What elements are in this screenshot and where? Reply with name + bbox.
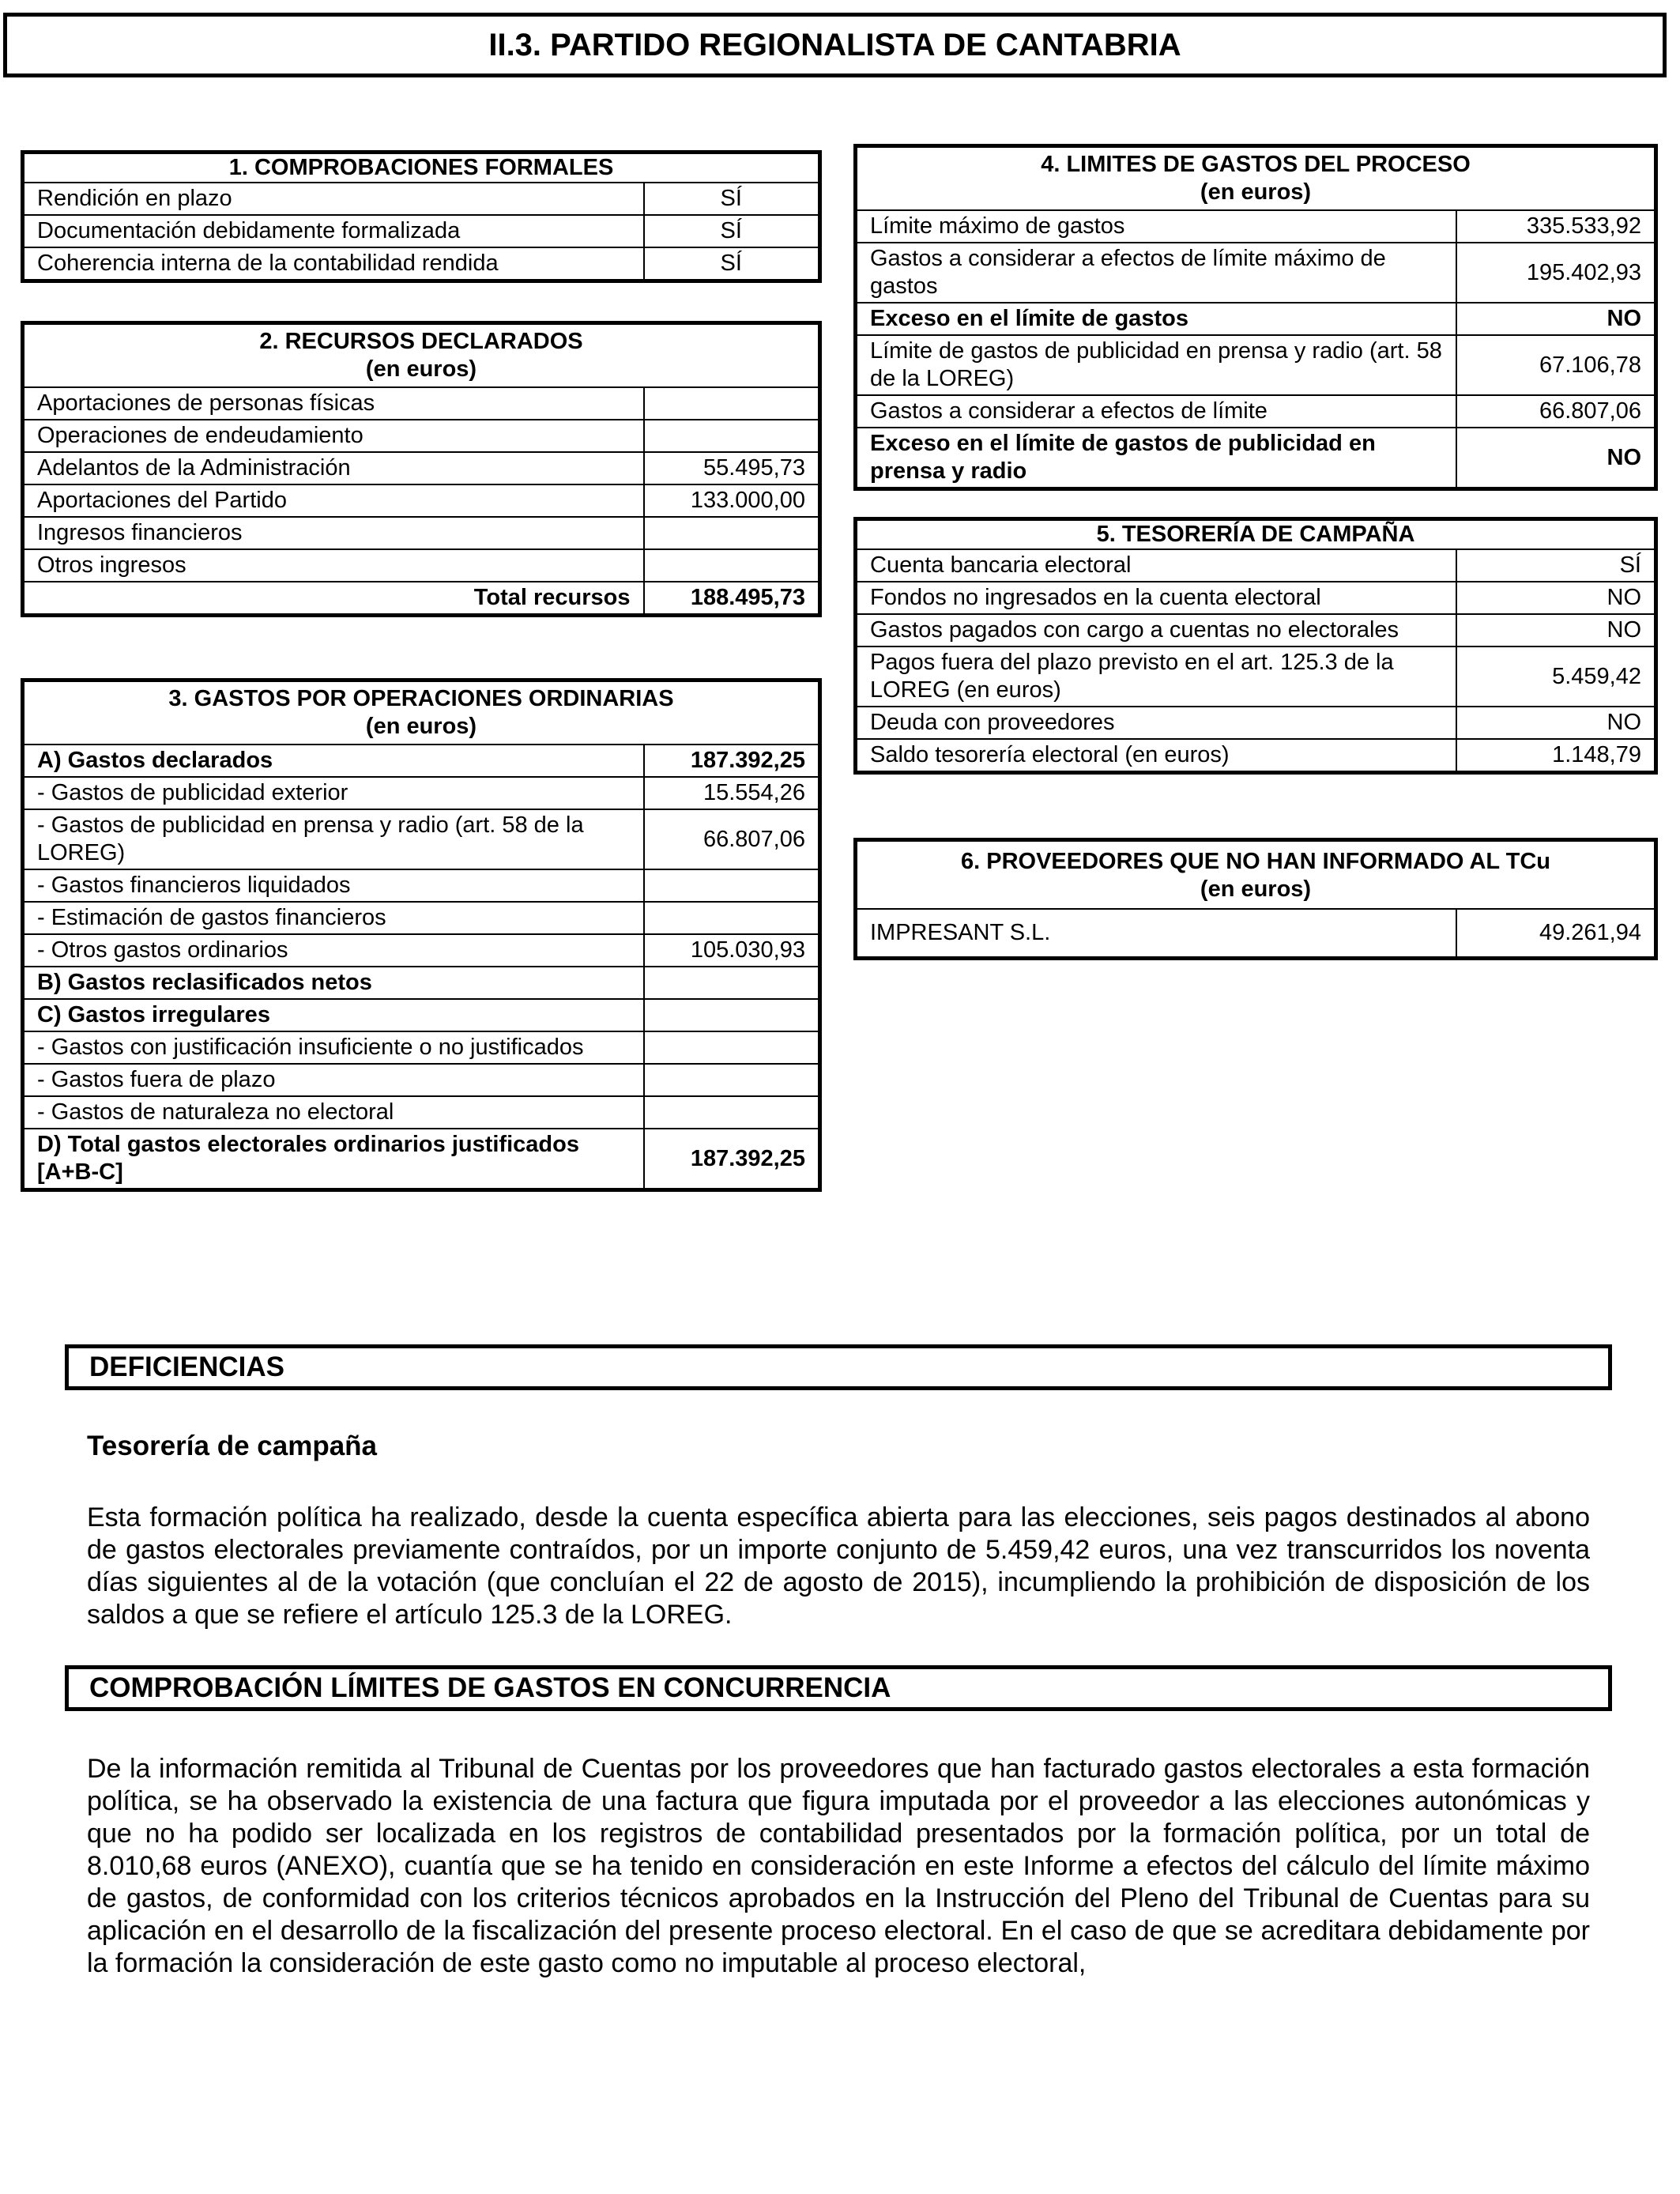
row-label: Fondos no ingresados en la cuenta electoral — [856, 582, 1456, 614]
row-label: - Gastos con justificación insuficiente o no justificados — [23, 1031, 644, 1064]
row-value: 49.261,94 — [1456, 909, 1656, 959]
table-title: 6. PROVEEDORES QUE NO HAN INFORMADO AL TCu — [961, 849, 1550, 874]
comprobaciones-formales-table — [21, 150, 822, 283]
row-value: NO — [1456, 614, 1656, 647]
row-value: NO — [1456, 707, 1656, 739]
table-header — [856, 840, 1656, 910]
row-value: 187.392,25 — [644, 745, 820, 777]
table-header — [856, 146, 1656, 211]
table-row — [23, 517, 820, 549]
row-value — [644, 902, 820, 934]
table-row — [856, 303, 1656, 335]
row-label: Límite máximo de gastos — [856, 210, 1456, 243]
table-subtitle: (en euros) — [365, 714, 477, 739]
row-value: 133.000,00 — [644, 484, 820, 517]
row-value: NO — [1456, 582, 1656, 614]
deficiencias-header: DEFICIENCIAS — [65, 1344, 1612, 1390]
total-value: 188.495,73 — [644, 582, 820, 616]
row-label: A) Gastos declarados — [23, 745, 644, 777]
row-value — [644, 1096, 820, 1129]
row-value — [644, 967, 820, 999]
row-value: SÍ — [644, 247, 820, 281]
row-value: 105.030,93 — [644, 934, 820, 967]
row-value — [644, 420, 820, 452]
table-row — [23, 420, 820, 452]
table-title: 1. COMPROBACIONES FORMALES — [23, 153, 820, 183]
row-label: Exceso en el límite de gastos de publicidad en prensa y radio — [856, 428, 1456, 489]
row-label: - Otros gastos ordinarios — [23, 934, 644, 967]
row-label: IMPRESANT S.L. — [856, 909, 1456, 959]
row-value — [644, 517, 820, 549]
table-row — [23, 215, 820, 247]
row-label: Operaciones de endeudamiento — [23, 420, 644, 452]
row-value: 335.533,92 — [1456, 210, 1656, 243]
row-value: 187.392,25 — [644, 1129, 820, 1190]
table-title: 5. TESORERÍA DE CAMPAÑA — [856, 519, 1656, 550]
table-row — [23, 967, 820, 999]
table-row — [856, 707, 1656, 739]
table-row — [856, 647, 1656, 707]
row-label: - Gastos de naturaleza no electoral — [23, 1096, 644, 1129]
table-row — [856, 335, 1656, 395]
row-label: - Estimación de gastos financieros — [23, 902, 644, 934]
row-value — [644, 869, 820, 902]
row-value — [644, 1031, 820, 1064]
table-row — [23, 934, 820, 967]
recursos-declarados-table — [21, 321, 822, 617]
row-label: C) Gastos irregulares — [23, 999, 644, 1031]
total-row — [23, 582, 820, 616]
row-value: SÍ — [1456, 549, 1656, 582]
row-value: 66.807,06 — [1456, 395, 1656, 428]
row-label: Aportaciones de personas físicas — [23, 387, 644, 420]
row-label: Aportaciones del Partido — [23, 484, 644, 517]
row-value — [644, 387, 820, 420]
total-row — [23, 1129, 820, 1190]
row-value: 5.459,42 — [1456, 647, 1656, 707]
row-label: Documentación debidamente formalizada — [23, 215, 644, 247]
row-value: NO — [1456, 303, 1656, 335]
row-label: Ingresos financieros — [23, 517, 644, 549]
table-header — [23, 153, 820, 183]
table-row — [856, 739, 1656, 773]
table-subtitle: (en euros) — [1200, 876, 1312, 902]
table-row — [23, 549, 820, 582]
row-label: - Gastos financieros liquidados — [23, 869, 644, 902]
deficiencias-subheading: Tesorería de campaña — [87, 1431, 378, 1461]
table-row — [23, 452, 820, 484]
row-value: 1.148,79 — [1456, 739, 1656, 773]
row-value: SÍ — [644, 183, 820, 215]
table-row — [23, 1031, 820, 1064]
proveedores-table — [853, 838, 1658, 960]
row-value: SÍ — [644, 215, 820, 247]
row-label: B) Gastos reclasificados netos — [23, 967, 644, 999]
row-value: 66.807,06 — [644, 809, 820, 869]
table-row — [23, 777, 820, 809]
row-value: 15.554,26 — [644, 777, 820, 809]
table-header — [23, 680, 820, 745]
page-title: II.3. PARTIDO REGIONALISTA DE CANTABRIA — [3, 13, 1667, 77]
table-row — [23, 183, 820, 215]
table-row — [23, 484, 820, 517]
row-label: Saldo tesorería electoral (en euros) — [856, 739, 1456, 773]
row-label: Rendición en plazo — [23, 183, 644, 215]
row-label: Exceso en el límite de gastos — [856, 303, 1456, 335]
row-value — [644, 999, 820, 1031]
concurrencia-header: COMPROBACIÓN LÍMITES DE GASTOS EN CONCURRENCIA — [65, 1665, 1612, 1711]
table-row — [856, 210, 1656, 243]
table-row — [856, 582, 1656, 614]
limites-gastos-table — [853, 144, 1658, 491]
row-label: - Gastos de publicidad en prensa y radio (art. 58 de la LOREG) — [23, 809, 644, 869]
row-label: Cuenta bancaria electoral — [856, 549, 1456, 582]
row-label: D) Total gastos electorales ordinarios justificados [A+B-C] — [23, 1129, 644, 1190]
row-value — [644, 549, 820, 582]
table-header — [23, 323, 820, 388]
table-row — [23, 809, 820, 869]
tesoreria-campana-table — [853, 517, 1658, 775]
gastos-ordinarios-table — [21, 678, 822, 1192]
row-label: Deuda con proveedores — [856, 707, 1456, 739]
table-row — [23, 999, 820, 1031]
row-label: Gastos a considerar a efectos de límite máximo de gastos — [856, 243, 1456, 303]
row-label: Coherencia interna de la contabilidad rendida — [23, 247, 644, 281]
row-label: Otros ingresos — [23, 549, 644, 582]
deficiencias-paragraph: Esta formación política ha realizado, desde la cuenta específica abierta para las elecciones, seis pagos destinados al abono de gastos electorales previamente contraídos, por un importe conjunto de 5.459,42 euros, una vez transcurridos los noventa días siguientes al de la votación (que concluían el 22 de agosto de 2015), incumpliendo la prohibición de disposición de los saldos a que se refiere el artículo 125.3 de la LOREG. — [87, 1502, 1590, 1630]
total-label: Total recursos — [23, 582, 644, 616]
table-row — [856, 614, 1656, 647]
concurrencia-paragraph: De la información remitida al Tribunal de Cuentas por los proveedores que han facturado gastos electorales a esta formación política, se ha observado la existencia de una factura que figura imputada por el proveedor a las elecciones autonómicas y que no ha podido ser localizada en los registros de contabilidad presentados por la formación política, por un total de 8.010,68 euros (ANEXO), cuantía que se ha tenido en consideración en este Informe a efectos del cálculo del límite máximo de gastos, de conformidad con los criterios técnicos aprobados en la Instrucción del Pleno del Tribunal de Cuentas para su aplicación en el desarrollo de la fiscalización del presente proceso electoral. En el caso de que se acreditara debidamente por la formación la consideración de este gasto como no imputable al proceso electoral, — [87, 1754, 1590, 1978]
table-row — [23, 247, 820, 281]
table-row — [856, 909, 1656, 959]
table-title: 2. RECURSOS DECLARADOS — [259, 329, 583, 354]
table-subtitle: (en euros) — [1200, 179, 1312, 205]
row-label: Adelantos de la Administración — [23, 452, 644, 484]
table-title: 3. GASTOS POR OPERACIONES ORDINARIAS — [168, 686, 674, 711]
row-value: NO — [1456, 428, 1656, 489]
table-row — [856, 395, 1656, 428]
row-label: Pagos fuera del plazo previsto en el art. 125.3 de la LOREG (en euros) — [856, 647, 1456, 707]
table-row — [23, 902, 820, 934]
table-title: 4. LIMITES DE GASTOS DEL PROCESO — [1041, 152, 1471, 177]
row-label: Gastos a considerar a efectos de límite — [856, 395, 1456, 428]
table-row — [23, 1064, 820, 1096]
row-label: Gastos pagados con cargo a cuentas no electorales — [856, 614, 1456, 647]
table-row — [856, 428, 1656, 489]
table-row — [856, 549, 1656, 582]
row-value: 55.495,73 — [644, 452, 820, 484]
row-value — [644, 1064, 820, 1096]
row-label: - Gastos fuera de plazo — [23, 1064, 644, 1096]
table-subtitle: (en euros) — [365, 356, 477, 382]
table-row — [23, 745, 820, 777]
row-label: Límite de gastos de publicidad en prensa y radio (art. 58 de la LOREG) — [856, 335, 1456, 395]
row-value: 195.402,93 — [1456, 243, 1656, 303]
table-row — [856, 243, 1656, 303]
table-header — [856, 519, 1656, 550]
table-row — [23, 1096, 820, 1129]
table-row — [23, 869, 820, 902]
row-value: 67.106,78 — [1456, 335, 1656, 395]
row-label: - Gastos de publicidad exterior — [23, 777, 644, 809]
table-row — [23, 387, 820, 420]
